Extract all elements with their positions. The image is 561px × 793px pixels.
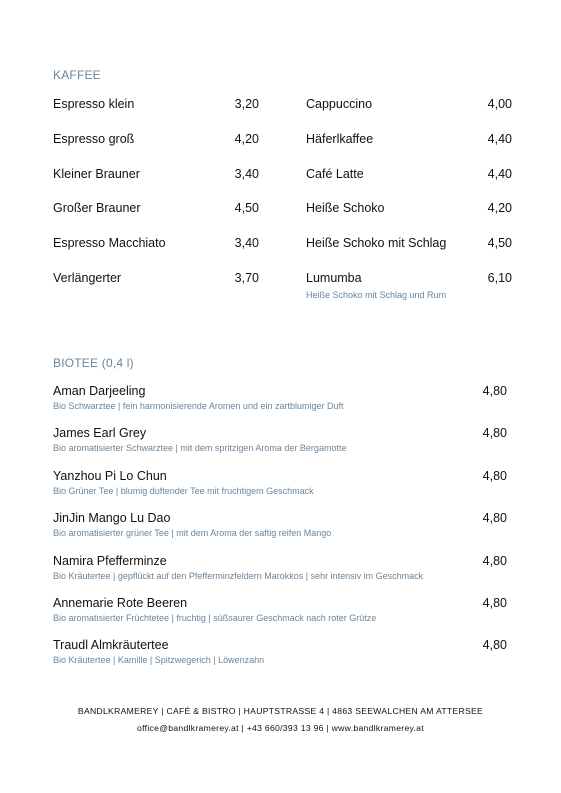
menu-item bbox=[306, 167, 512, 202]
item-description: Bio aromatisierter grüner Tee | mit dem Aroma der saftig reifen Mango bbox=[53, 528, 332, 539]
item-name: Aman Darjeeling bbox=[53, 384, 146, 398]
kaffee-section-title: KAFFEE bbox=[53, 68, 101, 82]
item-name: Café Latte bbox=[306, 166, 364, 181]
item-name: Espresso groß bbox=[53, 131, 135, 146]
biotee-list bbox=[53, 384, 507, 681]
item-name: Heiße Schoko mit Schlag bbox=[306, 236, 447, 251]
item-description: Bio Kräutertee | Kamille | Spitzwegerich | Löwenzahn bbox=[53, 655, 265, 666]
item-price: 4,50 bbox=[234, 201, 259, 216]
item-description: Bio Schwarztee | fein harmonisierende Aromen und ein zartblumiger Duft bbox=[53, 401, 344, 411]
menu-item bbox=[53, 271, 259, 306]
item-price: 4,80 bbox=[482, 595, 507, 610]
item-name: Verlängerter bbox=[53, 270, 122, 285]
item-description: Bio Kräutertee | gepflückt auf den Pfefferminzfeldern Marokkos | sehr intensiv im Geschmack bbox=[53, 570, 424, 581]
item-name: Häferlkaffee bbox=[306, 131, 374, 146]
menu-item bbox=[306, 271, 512, 306]
item-price: 3,40 bbox=[234, 236, 259, 251]
item-price: 4,80 bbox=[482, 384, 507, 398]
item-name: James Earl Grey bbox=[53, 426, 147, 441]
menu-item bbox=[53, 201, 259, 236]
item-price: 4,40 bbox=[487, 166, 512, 181]
menu-item bbox=[53, 384, 507, 426]
item-price: 4,80 bbox=[482, 468, 507, 483]
item-description: Bio aromatisierter Schwarztee | mit dem spritzigen Aroma der Bergamotte bbox=[53, 443, 347, 454]
item-name: Kleiner Brauner bbox=[53, 166, 140, 181]
item-price: 4,80 bbox=[482, 426, 507, 441]
item-price: 4,50 bbox=[487, 236, 512, 251]
item-price: 6,10 bbox=[487, 270, 512, 285]
item-name: Heiße Schoko bbox=[306, 201, 385, 216]
menu-item bbox=[53, 426, 507, 468]
item-price: 4,20 bbox=[234, 131, 259, 146]
menu-item bbox=[53, 638, 507, 680]
menu-item bbox=[306, 236, 512, 271]
menu-item bbox=[53, 554, 507, 596]
item-name: Großer Brauner bbox=[53, 201, 141, 216]
item-name: Espresso klein bbox=[53, 97, 135, 111]
item-price: 4,80 bbox=[482, 553, 507, 568]
item-name: Traudl Almkräutertee bbox=[53, 638, 169, 653]
menu-item bbox=[306, 132, 512, 167]
menu-item bbox=[53, 511, 507, 553]
menu-item bbox=[306, 201, 512, 236]
footer-address: BANDLKRAMEREY | CAFÉ & BISTRO | HAUPTSTRASSE 4 | 4863 SEEWALCHEN AM ATTERSEE bbox=[77, 706, 484, 716]
kaffee-column-left bbox=[53, 97, 259, 306]
item-price: 4,40 bbox=[487, 131, 512, 146]
item-description: Bio Grüner Tee | blumig duftender Tee mit fruchtigem Geschmack bbox=[53, 485, 314, 496]
item-name: Yanzhou Pi Lo Chun bbox=[53, 468, 167, 483]
footer-contact: office@bandlkramerey.at | +43 660/393 13 96 | www.bandlkramerey.at bbox=[137, 723, 424, 733]
item-description: Bio aromatisierter Früchtetee | fruchtig | süßsaurer Geschmack nach roter Grütze bbox=[53, 612, 377, 623]
kaffee-column-right bbox=[306, 97, 512, 306]
item-price: 4,80 bbox=[482, 511, 507, 526]
menu-item bbox=[53, 97, 259, 132]
item-price: 3,70 bbox=[234, 270, 259, 285]
item-name: Espresso Macchiato bbox=[53, 236, 166, 251]
item-name: Namira Pfefferminze bbox=[53, 553, 167, 568]
biotee-section-title: BIOTEE (0,4 l) bbox=[53, 356, 134, 370]
item-description: Heiße Schoko mit Schlag und Rum bbox=[306, 289, 447, 300]
menu-item bbox=[53, 132, 259, 167]
menu-item bbox=[53, 469, 507, 511]
item-price: 4,20 bbox=[487, 201, 512, 216]
item-name: Annemarie Rote Beeren bbox=[53, 595, 188, 610]
item-price: 4,80 bbox=[482, 638, 507, 653]
item-price: 4,00 bbox=[487, 97, 512, 111]
item-name: Lumumba bbox=[306, 270, 362, 285]
item-price: 3,20 bbox=[234, 97, 259, 111]
menu-item bbox=[53, 167, 259, 202]
item-price: 3,40 bbox=[234, 166, 259, 181]
menu-item bbox=[53, 596, 507, 638]
menu-item bbox=[306, 97, 512, 132]
item-name: Cappuccino bbox=[306, 97, 373, 111]
item-name: JinJin Mango Lu Dao bbox=[53, 511, 171, 526]
menu-item bbox=[53, 236, 259, 271]
